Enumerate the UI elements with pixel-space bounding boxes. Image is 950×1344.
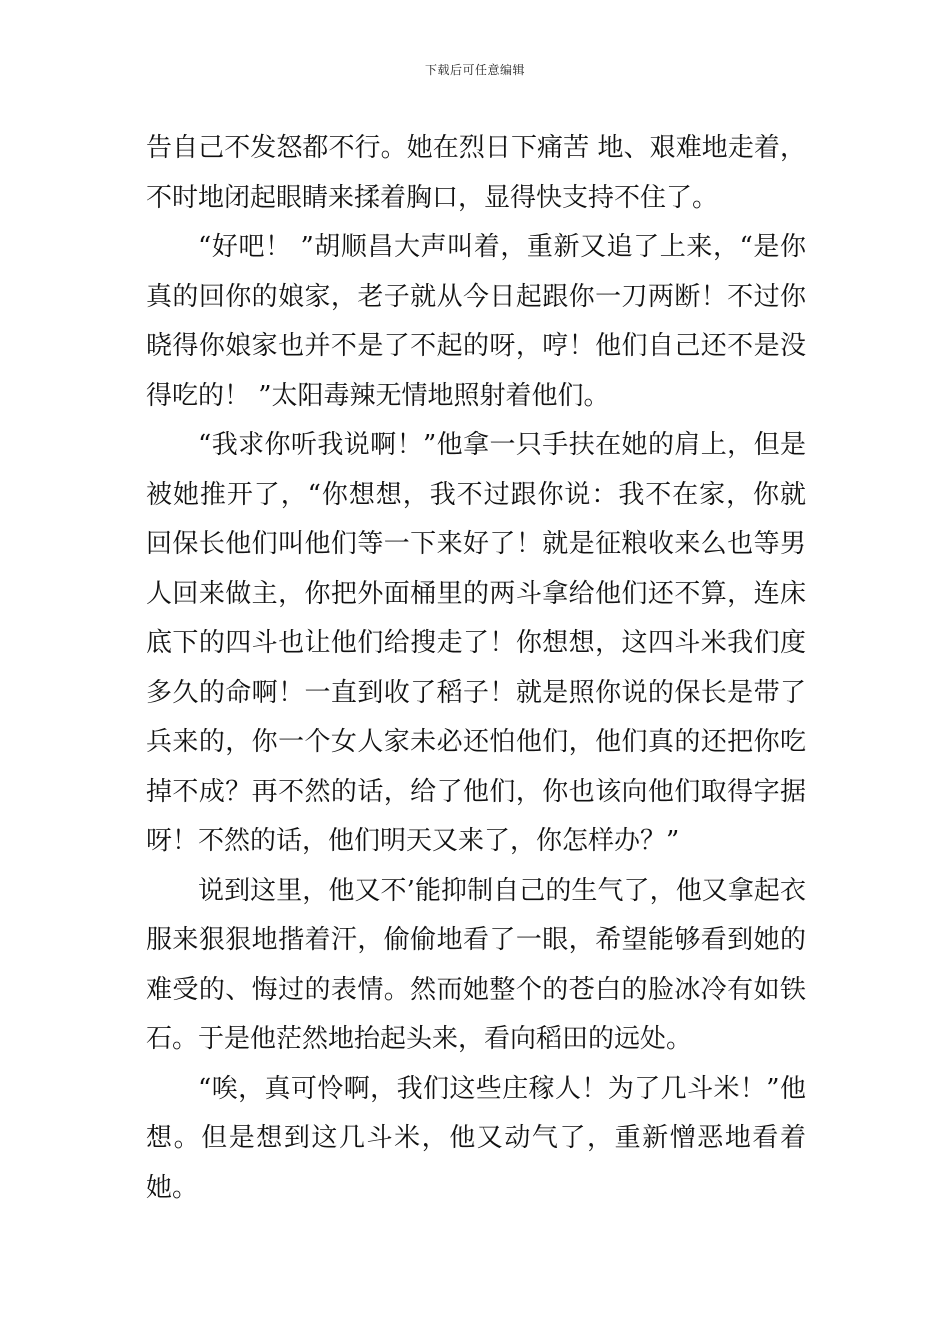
paragraph-5: “唉，真可怜啊，我们这些庄稼人！为了几斗米！”他想。但是想到这几斗米，他又动气了，重新憎恶地看着她。 bbox=[146, 1073, 806, 1203]
paragraph-4: 说到这里，他又不’能抑制自己的生气了，他又拿起衣服来狠狠地揩着汗，偷偷地看了一眼，希望能够看到她的难受的、悔过的表情。然而她整个的苍白的脸冰冷有如铁石。于是他茫然地抬起头来，看向稻田的远处。 bbox=[146, 875, 806, 1054]
page-header: 下载后可任意编辑 bbox=[424, 63, 525, 77]
paragraph-1: 告自己不发怒都不行。她在烈日下痛苦 地、艰难地走着，不时地闭起眼睛来揉着胸口，显得快支持不住了。 bbox=[146, 133, 806, 213]
body-text bbox=[146, 124, 806, 1213]
paragraph-2: “好吧！ ”胡顺昌大声叫着，重新又追了上来，“是你真的回你的娘家，老子就从今日起跟你一刀两断！不过你晓得你娘家也并不是了不起的呀，哼！他们自己还不是没得吃的！ ”太阳毒辣无情地照射着他们。 bbox=[146, 232, 806, 411]
paragraph-3: “我求你听我说啊！”他拿一只手扶在她的肩上，但是被她推开了，“你想想，我不过跟你说：我不在家，你就回保长他们叫他们等一下来好了！就是征粮收来么也等男人回来做主，你把外面桶里的两斗拿给他们还不算，连床底下的四斗也让他们给搜走了！你想想，这四斗米我们度多久的命啊！一直到收了稻子！就是照你说的保长是带了兵来的，你一个女人家未必还怕他们，他们真的还把你吃掉不成？再不然的话，给了他们，你也该向他们取得字据呀！不然的话，他们明天又来了，你怎样办？” bbox=[146, 430, 806, 856]
